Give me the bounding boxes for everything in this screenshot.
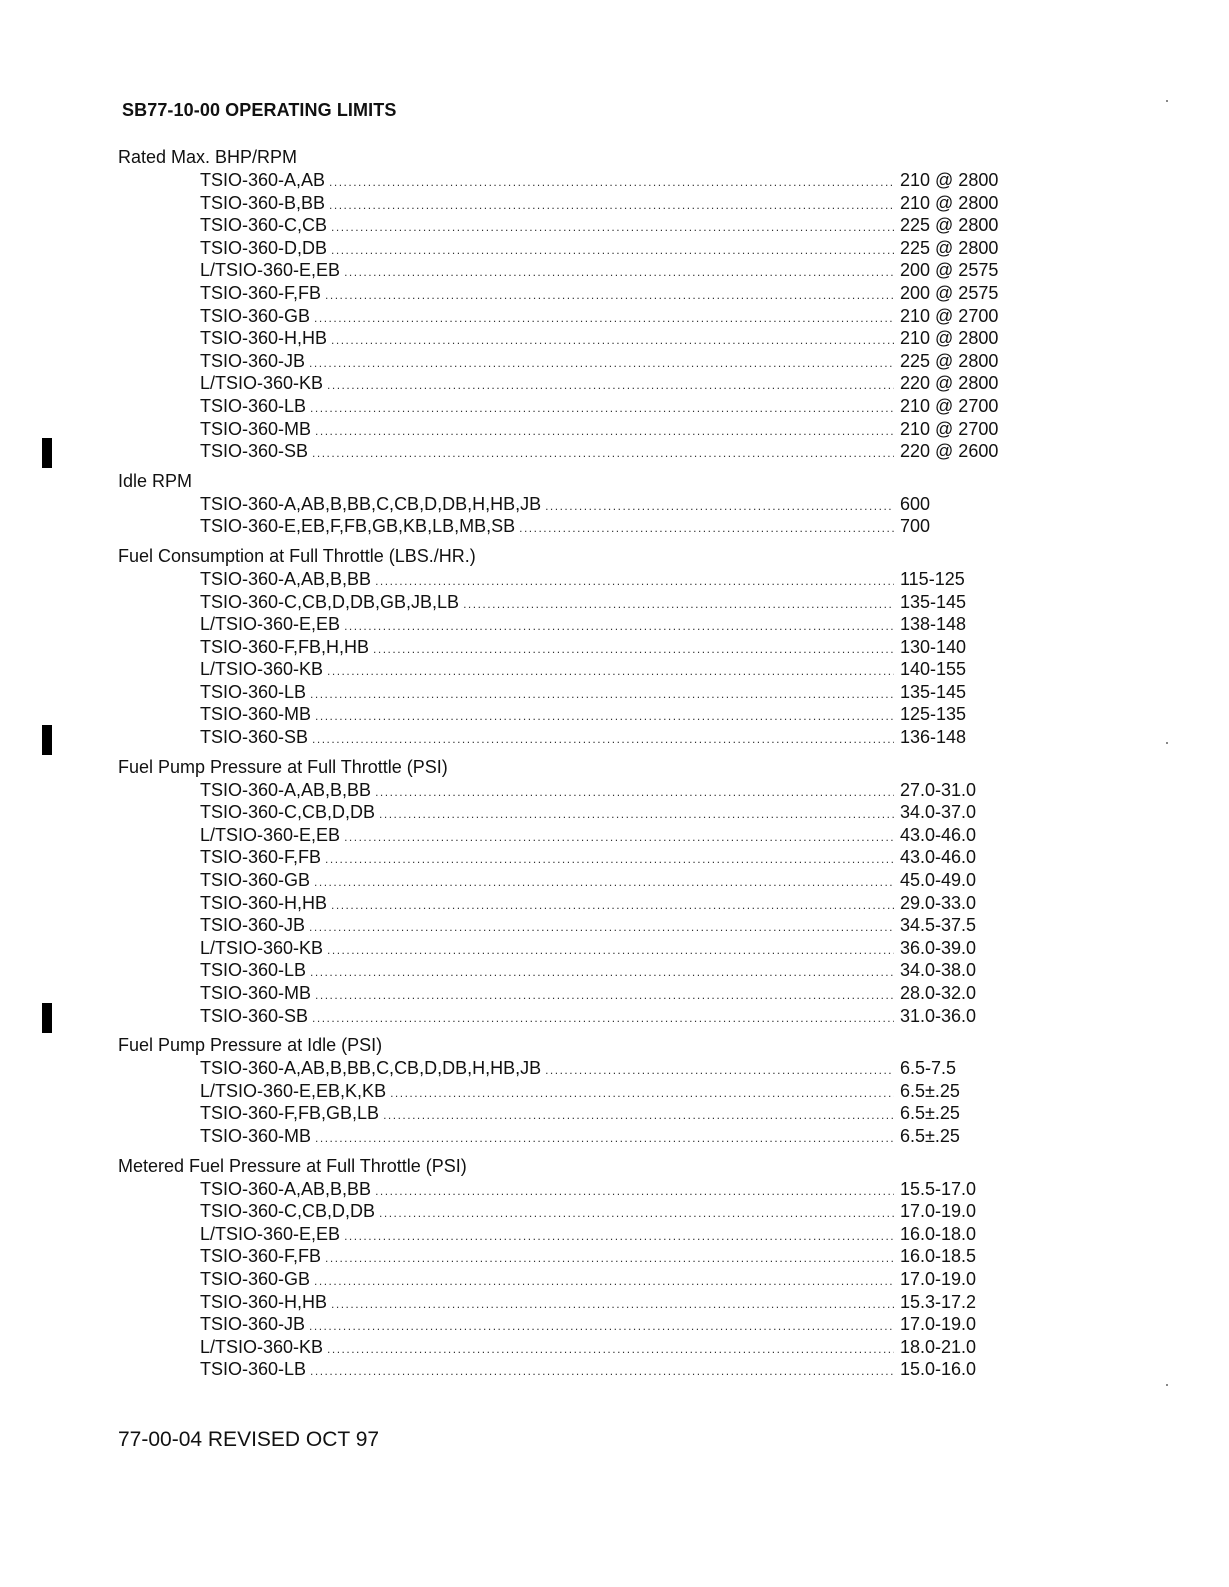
engine-model: TSIO-360-JB xyxy=(200,1314,306,1335)
engine-model: L/TSIO-360-E,EB xyxy=(200,260,341,281)
limit-value: 18.0-21.0 xyxy=(900,1336,977,1357)
list-item xyxy=(118,515,1018,538)
list-item xyxy=(118,1358,1018,1381)
list-item xyxy=(118,869,1018,892)
engine-model: TSIO-360-LB xyxy=(200,395,307,416)
limit-value: 6.5-7.5 xyxy=(900,1058,957,1079)
limit-value: 210 @ 2800 xyxy=(900,328,999,349)
list-item xyxy=(118,681,1018,704)
engine-model: TSIO-360-GB xyxy=(200,870,311,891)
dot-leader xyxy=(310,683,894,706)
dot-leader xyxy=(331,216,894,239)
list-item xyxy=(118,1200,1018,1223)
list-item xyxy=(118,282,1018,305)
engine-model: TSIO-360-LB xyxy=(200,960,307,981)
dot-leader xyxy=(312,1007,894,1030)
dot-leader xyxy=(309,352,894,375)
dot-leader xyxy=(545,1059,894,1082)
list-item xyxy=(118,568,1018,591)
engine-model: L/TSIO-360-E,EB,K,KB xyxy=(200,1080,387,1101)
dot-leader xyxy=(314,307,894,330)
engine-model: TSIO-360-H,HB xyxy=(200,328,328,349)
dot-leader xyxy=(325,1247,894,1270)
engine-model: TSIO-360-C,CB,D,DB xyxy=(200,1201,376,1222)
list-item xyxy=(118,372,1018,395)
engine-model: TSIO-360-C,CB,D,DB,GB,JB,LB xyxy=(200,591,460,612)
list-item xyxy=(118,1245,1018,1268)
dot-leader xyxy=(463,593,894,616)
page-title: SB77-10-00 OPERATING LIMITS xyxy=(122,100,397,120)
limit-value: 140-155 xyxy=(900,659,967,680)
list-item xyxy=(118,779,1018,802)
section-fuel-pump-pressure-idle xyxy=(118,1033,1018,1147)
revision-change-bar xyxy=(42,438,52,468)
scan-speck xyxy=(1166,742,1168,744)
limit-value: 220 @ 2600 xyxy=(900,441,999,462)
dot-leader xyxy=(329,171,894,194)
engine-model: TSIO-360-JB xyxy=(200,350,306,371)
list-item xyxy=(118,703,1018,726)
engine-model: TSIO-360-LB xyxy=(200,681,307,702)
engine-model: L/TSIO-360-KB xyxy=(200,937,324,958)
limit-value: 225 @ 2800 xyxy=(900,215,999,236)
engine-model: L/TSIO-360-E,EB xyxy=(200,614,341,635)
list-item xyxy=(118,305,1018,328)
limit-value: 210 @ 2700 xyxy=(900,395,999,416)
limit-value: 31.0-36.0 xyxy=(900,1005,977,1026)
dot-leader xyxy=(344,826,894,849)
engine-model: TSIO-360-GB xyxy=(200,305,311,326)
dot-leader xyxy=(344,1225,894,1248)
engine-model: TSIO-360-F,FB xyxy=(200,282,322,303)
list-item xyxy=(118,493,1018,516)
dot-leader xyxy=(315,984,894,1007)
list-item xyxy=(118,1336,1018,1359)
list-item xyxy=(118,726,1018,749)
section-heading: Rated Max. BHP/RPM xyxy=(118,147,298,167)
limit-value: 29.0-33.0 xyxy=(900,892,977,913)
section-idle-rpm xyxy=(118,469,1018,538)
limit-value: 16.0-18.5 xyxy=(900,1246,977,1267)
engine-model: TSIO-360-GB xyxy=(200,1268,311,1289)
engine-model: TSIO-360-MB xyxy=(200,1125,312,1146)
limit-value: 600 xyxy=(900,493,931,514)
dot-leader xyxy=(344,615,894,638)
list-item xyxy=(118,1080,1018,1103)
dot-leader xyxy=(312,728,894,751)
list-item xyxy=(118,982,1018,1005)
limit-value: 125-135 xyxy=(900,704,967,725)
engine-model: TSIO-360-MB xyxy=(200,983,312,1003)
engine-model: TSIO-360-SB xyxy=(200,1005,309,1026)
dot-leader xyxy=(331,329,894,352)
dot-leader xyxy=(379,1202,894,1225)
list-item xyxy=(118,1313,1018,1336)
limits-list xyxy=(118,145,1018,1381)
dot-leader xyxy=(309,916,894,939)
limit-value: 200 @ 2575 xyxy=(900,282,999,303)
engine-model: L/TSIO-360-KB xyxy=(200,1336,324,1357)
limit-value: 17.0-19.0 xyxy=(900,1314,977,1335)
section-heading: Idle RPM xyxy=(118,470,193,491)
list-item xyxy=(118,824,1018,847)
limit-value: 136-148 xyxy=(900,727,967,748)
limit-value: 34.0-37.0 xyxy=(900,802,977,823)
list-item xyxy=(118,959,1018,982)
limit-value: 28.0-32.0 xyxy=(900,983,977,1003)
limit-value: 17.0-19.0 xyxy=(900,1268,977,1289)
list-item xyxy=(118,658,1018,681)
dot-leader xyxy=(309,1315,894,1338)
engine-model: L/TSIO-360-KB xyxy=(200,659,324,680)
dot-leader xyxy=(331,239,894,262)
dot-leader xyxy=(327,939,894,962)
limit-value: 210 @ 2800 xyxy=(900,192,999,213)
dot-leader xyxy=(383,1104,894,1127)
dot-leader xyxy=(312,442,894,465)
engine-model: L/TSIO-360-E,EB xyxy=(200,1223,341,1244)
dot-leader xyxy=(325,848,894,871)
limit-value: 138-148 xyxy=(900,614,967,635)
dot-leader xyxy=(331,894,894,917)
list-item xyxy=(118,801,1018,824)
engine-model: TSIO-360-A,AB,B,BB xyxy=(200,1178,372,1199)
section-fuel-consumption-full-throttle xyxy=(118,544,1018,749)
dot-leader xyxy=(519,517,894,540)
limit-value: 27.0-31.0 xyxy=(900,779,977,800)
dot-leader xyxy=(375,570,894,593)
list-item xyxy=(118,613,1018,636)
section-heading: Fuel Pump Pressure at Idle (PSI) xyxy=(118,1035,383,1056)
scan-speck xyxy=(1166,100,1168,102)
list-item xyxy=(118,1291,1018,1314)
list-item xyxy=(118,1178,1018,1201)
engine-model: L/TSIO-360-KB xyxy=(200,373,324,394)
limit-value: 6.5±.25 xyxy=(900,1080,960,1101)
revision-change-bar xyxy=(42,1003,52,1033)
dot-leader xyxy=(325,284,894,307)
engine-model: TSIO-360-H,HB xyxy=(200,1291,328,1312)
list-item xyxy=(118,892,1018,915)
page-footer: 77-00-04 REVISED OCT 97 xyxy=(118,1428,380,1451)
dot-leader xyxy=(329,194,894,217)
limit-value: 200 @ 2575 xyxy=(900,260,999,281)
section-heading: Metered Fuel Pressure at Full Throttle (PSI) xyxy=(118,1155,467,1176)
engine-model: TSIO-360-MB xyxy=(200,704,312,725)
dot-leader xyxy=(310,1360,894,1383)
list-item xyxy=(118,636,1018,659)
scan-speck xyxy=(1166,1384,1168,1386)
list-item xyxy=(118,1223,1018,1246)
engine-model: TSIO-360-A,AB,B,BB xyxy=(200,568,372,589)
limit-value: 130-140 xyxy=(900,636,967,657)
limit-value: 45.0-49.0 xyxy=(900,870,977,891)
limit-value: 210 @ 2700 xyxy=(900,418,999,439)
engine-model: TSIO-360-A,AB,B,BB,C,CB,D,DB,H,HB,JB xyxy=(200,493,542,514)
engine-model: TSIO-360-D,DB xyxy=(200,237,328,258)
engine-model: TSIO-360-C,CB xyxy=(200,215,328,236)
limit-value: 210 @ 2700 xyxy=(900,305,999,326)
list-item xyxy=(118,327,1018,350)
engine-model: TSIO-360-F,FB,H,HB xyxy=(200,636,370,657)
list-item xyxy=(118,1005,1018,1028)
list-item xyxy=(118,169,1018,192)
dot-leader xyxy=(390,1082,894,1105)
list-item xyxy=(118,350,1018,373)
engine-model: TSIO-360-C,CB,D,DB xyxy=(200,802,376,823)
engine-model: TSIO-360-JB xyxy=(200,915,306,936)
list-item xyxy=(118,1102,1018,1125)
list-item xyxy=(118,395,1018,418)
engine-model: TSIO-360-F,FB xyxy=(200,1246,322,1267)
dot-leader xyxy=(314,1270,894,1293)
engine-model: TSIO-360-A,AB,B,BB xyxy=(200,779,372,800)
list-item xyxy=(118,591,1018,614)
limit-value: 43.0-46.0 xyxy=(900,824,977,845)
limit-value: 43.0-46.0 xyxy=(900,847,977,868)
dot-leader xyxy=(545,495,894,518)
limit-value: 16.0-18.0 xyxy=(900,1223,977,1244)
list-item xyxy=(118,1125,1018,1148)
engine-model: TSIO-360-A,AB,B,BB,C,CB,D,DB,H,HB,JB xyxy=(200,1058,542,1079)
list-item xyxy=(118,1268,1018,1291)
limit-value: 210 @ 2800 xyxy=(900,170,999,190)
list-item xyxy=(118,259,1018,282)
limit-value: 6.5±.25 xyxy=(900,1125,960,1146)
engine-model: L/TSIO-360-E,EB xyxy=(200,824,341,845)
engine-model: TSIO-360-MB xyxy=(200,418,312,439)
list-item xyxy=(118,214,1018,237)
revision-change-bar xyxy=(42,725,52,755)
limit-value: 36.0-39.0 xyxy=(900,937,977,958)
limit-value: 34.5-37.5 xyxy=(900,915,977,936)
list-item xyxy=(118,192,1018,215)
section-fuel-pump-pressure-full-throttle xyxy=(118,755,1018,1028)
limit-value: 135-145 xyxy=(900,681,967,702)
list-item xyxy=(118,846,1018,869)
limit-value: 34.0-38.0 xyxy=(900,960,977,981)
dot-leader xyxy=(315,420,894,443)
dot-leader xyxy=(315,1127,894,1150)
list-item xyxy=(118,418,1018,441)
dot-leader xyxy=(344,261,894,284)
engine-model: TSIO-360-LB xyxy=(200,1359,307,1380)
list-item xyxy=(118,440,1018,463)
limit-value: 220 @ 2800 xyxy=(900,373,999,394)
limit-value: 225 @ 2800 xyxy=(900,350,999,371)
limit-value: 6.5±.25 xyxy=(900,1103,960,1124)
section-heading: Fuel Consumption at Full Throttle (LBS./HR.) xyxy=(118,545,476,566)
list-item xyxy=(118,237,1018,260)
limit-value: 700 xyxy=(900,516,931,537)
limit-value: 15.3-17.2 xyxy=(900,1291,977,1312)
engine-model: TSIO-360-SB xyxy=(200,727,309,748)
dot-leader xyxy=(315,705,894,728)
dot-leader xyxy=(331,1293,894,1316)
list-item xyxy=(118,1057,1018,1080)
dot-leader xyxy=(327,374,894,397)
dot-leader xyxy=(375,781,894,804)
engine-model: TSIO-360-E,EB,F,FB,GB,KB,LB,MB,SB xyxy=(200,516,516,537)
dot-leader xyxy=(375,1180,894,1203)
limit-value: 15.0-16.0 xyxy=(900,1359,977,1380)
dot-leader xyxy=(373,638,894,661)
dot-leader xyxy=(310,961,894,984)
engine-model: TSIO-360-F,FB xyxy=(200,847,322,868)
limit-value: 115-125 xyxy=(900,568,965,589)
section-rated-max-bhp-rpm xyxy=(118,145,1018,463)
limit-value: 135-145 xyxy=(900,591,967,612)
list-item xyxy=(118,937,1018,960)
dot-leader xyxy=(314,871,894,894)
section-metered-fuel-pressure-full-throttle xyxy=(118,1154,1018,1381)
dot-leader xyxy=(327,1338,894,1361)
engine-model: TSIO-360-B,BB xyxy=(200,192,326,213)
dot-leader xyxy=(379,803,894,826)
dot-leader xyxy=(327,660,894,683)
limit-value: 17.0-19.0 xyxy=(900,1201,977,1222)
engine-model: TSIO-360-SB xyxy=(200,441,309,462)
limit-value: 15.5-17.0 xyxy=(900,1178,977,1199)
engine-model: TSIO-360-A,AB xyxy=(200,170,326,190)
list-item xyxy=(118,914,1018,937)
section-heading: Fuel Pump Pressure at Full Throttle (PSI) xyxy=(118,756,448,777)
limit-value: 225 @ 2800 xyxy=(900,237,999,258)
engine-model: TSIO-360-F,FB,GB,LB xyxy=(200,1103,380,1124)
dot-leader xyxy=(310,397,894,420)
engine-model: TSIO-360-H,HB xyxy=(200,892,328,913)
